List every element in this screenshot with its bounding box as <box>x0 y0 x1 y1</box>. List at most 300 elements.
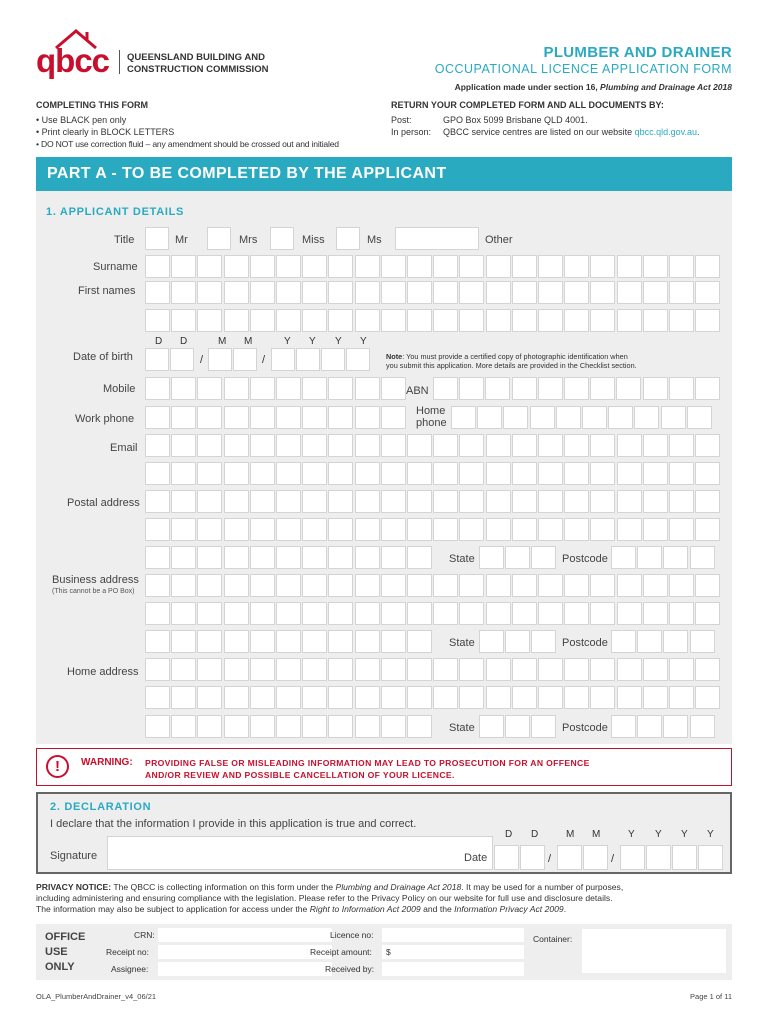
home-phone-box[interactable] <box>477 406 502 429</box>
email-2-box[interactable] <box>250 462 275 485</box>
business-3-box[interactable] <box>145 630 170 653</box>
surname-box[interactable] <box>171 255 196 278</box>
business-2-box[interactable] <box>355 602 380 625</box>
business-2-box[interactable] <box>695 602 720 625</box>
surname-box[interactable] <box>538 255 563 278</box>
mobile-box[interactable] <box>381 377 406 400</box>
postal-box[interactable] <box>355 490 380 513</box>
business-3-box[interactable] <box>328 630 353 653</box>
business-box[interactable] <box>171 574 196 597</box>
first-names-2-box[interactable] <box>643 309 668 332</box>
work-phone-box[interactable] <box>250 406 275 429</box>
decl-month-2[interactable] <box>583 845 608 870</box>
home-address-2-box[interactable] <box>433 686 458 709</box>
postal-3-box[interactable] <box>328 546 353 569</box>
business-2-box[interactable] <box>459 602 484 625</box>
postal-2-box[interactable] <box>145 518 170 541</box>
email-2-box[interactable] <box>669 462 694 485</box>
postal-state-box[interactable] <box>479 546 504 569</box>
work-phone-box[interactable] <box>328 406 353 429</box>
home-address-box[interactable] <box>590 658 615 681</box>
postal-box[interactable] <box>302 490 327 513</box>
first-names-box[interactable] <box>486 281 511 304</box>
business-3-box[interactable] <box>197 630 222 653</box>
surname-box[interactable] <box>407 255 432 278</box>
business-2-box[interactable] <box>433 602 458 625</box>
postal-2-box[interactable] <box>276 518 301 541</box>
home-phone-box[interactable] <box>451 406 476 429</box>
work-phone-box[interactable] <box>197 406 222 429</box>
mobile-box[interactable] <box>224 377 249 400</box>
email-2-box[interactable] <box>302 462 327 485</box>
business-box[interactable] <box>328 574 353 597</box>
business-2-box[interactable] <box>617 602 642 625</box>
email-box[interactable] <box>433 434 458 457</box>
business-box[interactable] <box>590 574 615 597</box>
home-address-2-box[interactable] <box>590 686 615 709</box>
decl-year-4[interactable] <box>698 845 723 870</box>
home-address-box[interactable] <box>538 658 563 681</box>
mobile-box[interactable] <box>328 377 353 400</box>
home-address-2-box[interactable] <box>538 686 563 709</box>
email-2-box[interactable] <box>145 462 170 485</box>
email-box[interactable] <box>302 434 327 457</box>
business-2-box[interactable] <box>302 602 327 625</box>
postal-3-box[interactable] <box>224 546 249 569</box>
first-names-2-box[interactable] <box>590 309 615 332</box>
email-2-box[interactable] <box>590 462 615 485</box>
email-2-box[interactable] <box>486 462 511 485</box>
business-2-box[interactable] <box>276 602 301 625</box>
business-box[interactable] <box>486 574 511 597</box>
home-address-2-box[interactable] <box>145 686 170 709</box>
postal-2-box[interactable] <box>486 518 511 541</box>
business-2-box[interactable] <box>224 602 249 625</box>
business-3-box[interactable] <box>407 630 432 653</box>
surname-box[interactable] <box>328 255 353 278</box>
home-address-2-box[interactable] <box>224 686 249 709</box>
business-box[interactable] <box>433 574 458 597</box>
home-address-3-box[interactable] <box>145 715 170 738</box>
abn-box[interactable] <box>485 377 510 400</box>
home-address-2-box[interactable] <box>276 686 301 709</box>
email-box[interactable] <box>695 434 720 457</box>
business-state-box[interactable] <box>505 630 530 653</box>
first-names-box[interactable] <box>224 281 249 304</box>
postal-box[interactable] <box>224 490 249 513</box>
home-address-state-box[interactable] <box>531 715 556 738</box>
signature-field[interactable] <box>107 836 493 870</box>
received-by-field[interactable] <box>382 962 524 976</box>
work-phone-box[interactable] <box>224 406 249 429</box>
home-address-box[interactable] <box>328 658 353 681</box>
decl-month-1[interactable] <box>557 845 582 870</box>
business-2-box[interactable] <box>145 602 170 625</box>
postal-2-box[interactable] <box>355 518 380 541</box>
home-address-2-box[interactable] <box>695 686 720 709</box>
business-postcode-box[interactable] <box>637 630 662 653</box>
postal-box[interactable] <box>643 490 668 513</box>
business-2-box[interactable] <box>669 602 694 625</box>
first-names-box[interactable] <box>250 281 275 304</box>
postal-box[interactable] <box>407 490 432 513</box>
home-address-2-box[interactable] <box>302 686 327 709</box>
decl-year-2[interactable] <box>646 845 671 870</box>
business-3-box[interactable] <box>381 630 406 653</box>
first-names-2-box[interactable] <box>224 309 249 332</box>
surname-box[interactable] <box>433 255 458 278</box>
abn-box[interactable] <box>590 377 615 400</box>
surname-box[interactable] <box>145 255 170 278</box>
abn-box[interactable] <box>616 377 641 400</box>
email-box[interactable] <box>617 434 642 457</box>
email-2-box[interactable] <box>276 462 301 485</box>
home-address-2-box[interactable] <box>355 686 380 709</box>
postal-box[interactable] <box>145 490 170 513</box>
business-box[interactable] <box>643 574 668 597</box>
dob-day-2[interactable] <box>170 348 194 371</box>
home-phone-box[interactable] <box>687 406 712 429</box>
business-postcode-box[interactable] <box>690 630 715 653</box>
home-address-2-box[interactable] <box>250 686 275 709</box>
home-address-box[interactable] <box>276 658 301 681</box>
email-2-box[interactable] <box>643 462 668 485</box>
postal-3-box[interactable] <box>171 546 196 569</box>
email-box[interactable] <box>459 434 484 457</box>
mobile-box[interactable] <box>302 377 327 400</box>
postal-3-box[interactable] <box>276 546 301 569</box>
email-box[interactable] <box>538 434 563 457</box>
business-state-box[interactable] <box>479 630 504 653</box>
postal-2-box[interactable] <box>590 518 615 541</box>
home-address-postcode-box[interactable] <box>637 715 662 738</box>
postal-3-box[interactable] <box>197 546 222 569</box>
email-2-box[interactable] <box>224 462 249 485</box>
postal-postcode-box[interactable] <box>611 546 636 569</box>
postal-2-box[interactable] <box>433 518 458 541</box>
home-address-box[interactable] <box>486 658 511 681</box>
abn-box[interactable] <box>433 377 458 400</box>
email-box[interactable] <box>355 434 380 457</box>
home-phone-box[interactable] <box>608 406 633 429</box>
decl-year-1[interactable] <box>620 845 645 870</box>
home-address-2-box[interactable] <box>669 686 694 709</box>
dob-year-3[interactable] <box>321 348 345 371</box>
dob-month-2[interactable] <box>233 348 257 371</box>
home-phone-box[interactable] <box>530 406 555 429</box>
business-2-box[interactable] <box>538 602 563 625</box>
home-address-3-box[interactable] <box>171 715 196 738</box>
business-2-box[interactable] <box>486 602 511 625</box>
email-box[interactable] <box>224 434 249 457</box>
business-2-box[interactable] <box>564 602 589 625</box>
mobile-box[interactable] <box>250 377 275 400</box>
work-phone-box[interactable] <box>355 406 380 429</box>
home-address-2-box[interactable] <box>564 686 589 709</box>
home-address-2-box[interactable] <box>328 686 353 709</box>
home-address-2-box[interactable] <box>459 686 484 709</box>
home-address-2-box[interactable] <box>512 686 537 709</box>
home-address-box[interactable] <box>459 658 484 681</box>
business-box[interactable] <box>695 574 720 597</box>
home-address-3-box[interactable] <box>276 715 301 738</box>
first-names-box[interactable] <box>617 281 642 304</box>
business-box[interactable] <box>224 574 249 597</box>
email-2-box[interactable] <box>328 462 353 485</box>
work-phone-box[interactable] <box>276 406 301 429</box>
mobile-box[interactable] <box>355 377 380 400</box>
email-2-box[interactable] <box>171 462 196 485</box>
first-names-2-box[interactable] <box>433 309 458 332</box>
email-2-box[interactable] <box>512 462 537 485</box>
home-address-2-box[interactable] <box>381 686 406 709</box>
first-names-box[interactable] <box>197 281 222 304</box>
home-address-postcode-box[interactable] <box>663 715 688 738</box>
email-box[interactable] <box>250 434 275 457</box>
surname-box[interactable] <box>381 255 406 278</box>
receipt-amount-field[interactable] <box>382 945 524 959</box>
postal-postcode-box[interactable] <box>663 546 688 569</box>
first-names-2-box[interactable] <box>486 309 511 332</box>
business-box[interactable] <box>355 574 380 597</box>
qbcc-website-link[interactable]: qbcc.qld.gov.au <box>634 127 697 137</box>
first-names-2-box[interactable] <box>695 309 720 332</box>
first-names-box[interactable] <box>564 281 589 304</box>
business-state-box[interactable] <box>531 630 556 653</box>
first-names-2-box[interactable] <box>302 309 327 332</box>
surname-box[interactable] <box>224 255 249 278</box>
postal-2-box[interactable] <box>564 518 589 541</box>
first-names-2-box[interactable] <box>250 309 275 332</box>
home-address-2-box[interactable] <box>197 686 222 709</box>
work-phone-box[interactable] <box>171 406 196 429</box>
business-box[interactable] <box>381 574 406 597</box>
first-names-box[interactable] <box>512 281 537 304</box>
email-box[interactable] <box>643 434 668 457</box>
business-box[interactable] <box>197 574 222 597</box>
postal-box[interactable] <box>564 490 589 513</box>
postal-2-box[interactable] <box>459 518 484 541</box>
crn-field[interactable] <box>158 928 332 942</box>
work-phone-box[interactable] <box>145 406 170 429</box>
home-address-state-box[interactable] <box>479 715 504 738</box>
work-phone-box[interactable] <box>302 406 327 429</box>
postal-2-box[interactable] <box>538 518 563 541</box>
first-names-box[interactable] <box>695 281 720 304</box>
first-names-2-box[interactable] <box>276 309 301 332</box>
postal-box[interactable] <box>171 490 196 513</box>
first-names-2-box[interactable] <box>407 309 432 332</box>
postal-box[interactable] <box>669 490 694 513</box>
postal-3-box[interactable] <box>250 546 275 569</box>
home-phone-box[interactable] <box>556 406 581 429</box>
email-2-box[interactable] <box>538 462 563 485</box>
abn-box[interactable] <box>669 377 694 400</box>
assignee-field[interactable] <box>158 962 332 976</box>
home-address-3-box[interactable] <box>328 715 353 738</box>
business-3-box[interactable] <box>171 630 196 653</box>
title-mr-checkbox[interactable] <box>145 227 169 250</box>
home-address-box[interactable] <box>302 658 327 681</box>
home-address-2-box[interactable] <box>486 686 511 709</box>
business-box[interactable] <box>302 574 327 597</box>
dob-year-1[interactable] <box>271 348 295 371</box>
container-field[interactable] <box>582 929 726 973</box>
business-box[interactable] <box>145 574 170 597</box>
decl-year-3[interactable] <box>672 845 697 870</box>
business-box[interactable] <box>250 574 275 597</box>
abn-box[interactable] <box>564 377 589 400</box>
postal-state-box[interactable] <box>531 546 556 569</box>
home-address-postcode-box[interactable] <box>611 715 636 738</box>
surname-box[interactable] <box>643 255 668 278</box>
business-2-box[interactable] <box>512 602 537 625</box>
email-box[interactable] <box>381 434 406 457</box>
postal-postcode-box[interactable] <box>637 546 662 569</box>
home-address-box[interactable] <box>145 658 170 681</box>
first-names-box[interactable] <box>643 281 668 304</box>
email-box[interactable] <box>669 434 694 457</box>
surname-box[interactable] <box>197 255 222 278</box>
postal-2-box[interactable] <box>407 518 432 541</box>
email-2-box[interactable] <box>381 462 406 485</box>
surname-box[interactable] <box>459 255 484 278</box>
email-2-box[interactable] <box>695 462 720 485</box>
home-address-box[interactable] <box>171 658 196 681</box>
surname-box[interactable] <box>486 255 511 278</box>
postal-2-box[interactable] <box>328 518 353 541</box>
business-box[interactable] <box>538 574 563 597</box>
postal-box[interactable] <box>617 490 642 513</box>
decl-day-2[interactable] <box>520 845 545 870</box>
first-names-2-box[interactable] <box>512 309 537 332</box>
first-names-box[interactable] <box>145 281 170 304</box>
postal-2-box[interactable] <box>695 518 720 541</box>
home-address-box[interactable] <box>433 658 458 681</box>
postal-state-box[interactable] <box>505 546 530 569</box>
dob-day-1[interactable] <box>145 348 169 371</box>
business-box[interactable] <box>512 574 537 597</box>
abn-box[interactable] <box>512 377 537 400</box>
first-names-2-box[interactable] <box>145 309 170 332</box>
email-box[interactable] <box>486 434 511 457</box>
postal-3-box[interactable] <box>302 546 327 569</box>
home-address-box[interactable] <box>564 658 589 681</box>
title-mrs-checkbox[interactable] <box>207 227 231 250</box>
postal-2-box[interactable] <box>171 518 196 541</box>
first-names-box[interactable] <box>669 281 694 304</box>
surname-box[interactable] <box>302 255 327 278</box>
mobile-box[interactable] <box>171 377 196 400</box>
surname-box[interactable] <box>250 255 275 278</box>
postal-box[interactable] <box>381 490 406 513</box>
postal-box[interactable] <box>538 490 563 513</box>
home-address-2-box[interactable] <box>617 686 642 709</box>
business-2-box[interactable] <box>171 602 196 625</box>
title-ms-checkbox[interactable] <box>336 227 360 250</box>
postal-2-box[interactable] <box>669 518 694 541</box>
business-2-box[interactable] <box>590 602 615 625</box>
home-address-3-box[interactable] <box>250 715 275 738</box>
email-box[interactable] <box>407 434 432 457</box>
home-address-box[interactable] <box>695 658 720 681</box>
business-2-box[interactable] <box>197 602 222 625</box>
business-box[interactable] <box>617 574 642 597</box>
business-box[interactable] <box>669 574 694 597</box>
home-phone-box[interactable] <box>634 406 659 429</box>
home-address-2-box[interactable] <box>171 686 196 709</box>
email-2-box[interactable] <box>617 462 642 485</box>
email-2-box[interactable] <box>433 462 458 485</box>
surname-box[interactable] <box>695 255 720 278</box>
email-2-box[interactable] <box>355 462 380 485</box>
home-address-box[interactable] <box>381 658 406 681</box>
business-2-box[interactable] <box>328 602 353 625</box>
surname-box[interactable] <box>355 255 380 278</box>
first-names-2-box[interactable] <box>669 309 694 332</box>
postal-2-box[interactable] <box>197 518 222 541</box>
postal-2-box[interactable] <box>643 518 668 541</box>
business-3-box[interactable] <box>224 630 249 653</box>
first-names-2-box[interactable] <box>381 309 406 332</box>
email-box[interactable] <box>590 434 615 457</box>
postal-2-box[interactable] <box>250 518 275 541</box>
postal-3-box[interactable] <box>355 546 380 569</box>
email-2-box[interactable] <box>407 462 432 485</box>
home-address-box[interactable] <box>617 658 642 681</box>
first-names-box[interactable] <box>433 281 458 304</box>
home-phone-box[interactable] <box>503 406 528 429</box>
first-names-box[interactable] <box>538 281 563 304</box>
postal-box[interactable] <box>695 490 720 513</box>
business-postcode-box[interactable] <box>663 630 688 653</box>
surname-box[interactable] <box>590 255 615 278</box>
decl-day-1[interactable] <box>494 845 519 870</box>
postal-box[interactable] <box>459 490 484 513</box>
postal-box[interactable] <box>590 490 615 513</box>
business-2-box[interactable] <box>407 602 432 625</box>
postal-box[interactable] <box>197 490 222 513</box>
home-address-3-box[interactable] <box>407 715 432 738</box>
surname-box[interactable] <box>512 255 537 278</box>
home-phone-box[interactable] <box>582 406 607 429</box>
first-names-2-box[interactable] <box>564 309 589 332</box>
business-3-box[interactable] <box>250 630 275 653</box>
abn-box[interactable] <box>459 377 484 400</box>
home-address-3-box[interactable] <box>381 715 406 738</box>
home-address-box[interactable] <box>355 658 380 681</box>
home-address-2-box[interactable] <box>643 686 668 709</box>
first-names-box[interactable] <box>381 281 406 304</box>
first-names-2-box[interactable] <box>459 309 484 332</box>
home-address-box[interactable] <box>669 658 694 681</box>
postal-3-box[interactable] <box>145 546 170 569</box>
first-names-box[interactable] <box>276 281 301 304</box>
title-miss-checkbox[interactable] <box>270 227 294 250</box>
first-names-2-box[interactable] <box>171 309 196 332</box>
business-3-box[interactable] <box>355 630 380 653</box>
business-box[interactable] <box>276 574 301 597</box>
surname-box[interactable] <box>617 255 642 278</box>
email-box[interactable] <box>328 434 353 457</box>
first-names-box[interactable] <box>407 281 432 304</box>
licence-no-field[interactable] <box>382 928 524 942</box>
first-names-2-box[interactable] <box>538 309 563 332</box>
business-3-box[interactable] <box>302 630 327 653</box>
postal-postcode-box[interactable] <box>690 546 715 569</box>
work-phone-box[interactable] <box>381 406 406 429</box>
surname-box[interactable] <box>669 255 694 278</box>
